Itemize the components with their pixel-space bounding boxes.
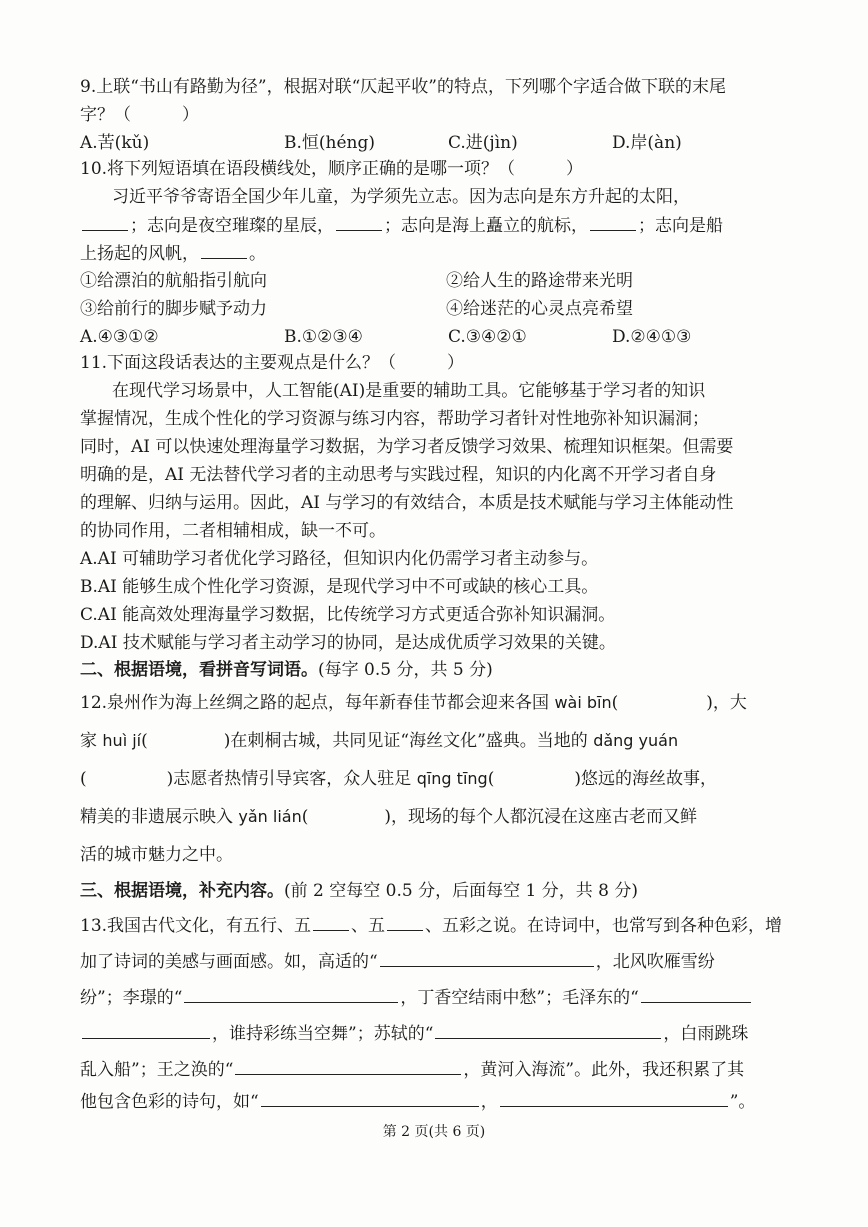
q12-text: ，现场的每个人都沉浸在这座古老而又鲜	[391, 807, 698, 827]
q10-blank-4[interactable]	[201, 242, 247, 259]
q10-text: ；志向是夜空璀璨的星辰，	[130, 216, 334, 236]
q12-answer-box-1[interactable]	[620, 692, 704, 708]
q13-text: ，	[480, 1092, 498, 1112]
q9-option-c[interactable]: C.进(jìn)	[448, 133, 518, 153]
q13-text: ”。	[729, 1092, 756, 1112]
q12-answer-box-3[interactable]	[89, 768, 165, 784]
q11-option-a[interactable]: A.AI 可辅助学习者优化学习路径，但知识内化仍需学习者主动参与。	[80, 549, 599, 569]
q13-text: 13.我国古代文化，有五行、五	[80, 916, 312, 936]
q12-answer-box-5[interactable]	[310, 806, 382, 822]
q12-line5: 活的城市魅力之中。	[80, 845, 233, 865]
q12-pinyin-1: wài bīn	[554, 693, 612, 712]
q10-blank-3[interactable]	[590, 214, 636, 231]
q13-blank-5-cont[interactable]	[82, 1022, 210, 1039]
q9-stem-line2: 字？（ ）	[80, 105, 199, 125]
q12-line3: ( )志愿者热情引导宾客，众人驻足 qīng tīng( )悠远的海丝故事，	[80, 769, 717, 789]
q13-line3	[80, 986, 753, 1009]
q12-text: 12.泉州作为海上丝绸之路的起点，每年新春佳节都会迎来各国	[80, 693, 555, 713]
section-3-heading	[80, 880, 638, 902]
q11-passage-line: 明确的是，AI 无法替代学习者的主动思考与实践过程，知识的内化离不开学习者自身	[80, 465, 717, 485]
q13-blank-7[interactable]	[235, 1058, 461, 1075]
q13-text: 、五	[351, 916, 386, 936]
q12-line1: 12.泉州作为海上丝绸之路的起点，每年新春佳节都会迎来各国 wài bīn( )，大	[80, 693, 747, 713]
q10-phrase-2: ②给人生的路途带来光明	[446, 271, 633, 291]
q11-option-b[interactable]: B.AI 能够生成个性化学习资源，是现代学习中不可或缺的核心工具。	[80, 577, 599, 597]
q13-blank-8[interactable]	[261, 1090, 479, 1107]
q10-text: 上扬起的风帆，	[80, 244, 199, 264]
q13-blank-5[interactable]	[641, 986, 751, 1003]
q10-phrase-3: ③给前行的脚步赋予动力	[80, 299, 267, 319]
q12-text: 精美的非遗展示映入	[80, 807, 239, 827]
q13-text: 、五彩之说。在诗词中，也常写到各种色彩，增	[425, 916, 783, 936]
q9-option-a[interactable]: A.苦(kǔ)	[80, 133, 150, 153]
q13-text: ，白雨跳珠	[663, 1024, 749, 1044]
q13-blank-3[interactable]	[380, 950, 594, 967]
q12-pinyin-4: qīng tīng	[416, 769, 488, 788]
section-3-note: (前 2 空每空 0.5 分，后面每空 1 分，共 8 分)	[284, 881, 638, 901]
q12-text: ，大	[712, 693, 747, 713]
q12-answer-box-4[interactable]	[496, 768, 572, 784]
q13-text: ，北风吹雁雪纷	[595, 952, 715, 972]
section-2-heading	[80, 659, 493, 681]
q9-stem-line1: 9.上联“书山有路勤为径”，根据对联“仄起平收”的特点，下列哪个字适合做下联的末尾	[80, 77, 726, 97]
q13-line1	[80, 914, 782, 937]
q13-line6	[80, 1090, 755, 1113]
q10-option-b[interactable]: B.①②③④	[284, 327, 363, 347]
q12-text: 家	[80, 731, 103, 751]
section-2-note: (每字 0.5 分，共 5 分)	[318, 660, 493, 680]
q13-text: ，丁香空结雨中愁”；毛泽东的“	[400, 988, 639, 1008]
q13-blank-4[interactable]	[184, 986, 398, 1003]
q10-text: 。	[249, 244, 266, 264]
q13-line5	[80, 1058, 744, 1081]
section-3-title: 三、根据语境，补充内容。	[80, 881, 284, 901]
q11-passage-line: 掌握情况，生成个性化的学习资源与练习内容，帮助学习者针对性地弥补知识漏洞；	[80, 409, 709, 429]
q12-text: 在刺桐古城，共同见证“海丝文化”盛典。当地的	[230, 731, 594, 751]
q13-blank-6[interactable]	[435, 1022, 661, 1039]
q10-option-a[interactable]: A.④③①②	[80, 327, 159, 347]
q13-line2	[80, 950, 715, 973]
q10-blank-2[interactable]	[336, 214, 382, 231]
q13-line4	[80, 1022, 748, 1045]
q11-passage-line: 在现代学习场景中，人工智能(AI)是重要的辅助工具。它能够基于学习者的知识	[112, 381, 706, 401]
q10-text: ；志向是海上矗立的航标，	[384, 216, 588, 236]
q10-text: ；志向是船	[638, 216, 723, 236]
q10-option-c[interactable]: C.③④②①	[448, 327, 527, 347]
q9-option-d[interactable]: D.岸(àn)	[612, 133, 682, 153]
q12-pinyin-2: huì jí	[102, 731, 142, 750]
q10-passage-line3	[80, 242, 266, 265]
q11-option-d[interactable]: D.AI 技术赋能与学习者主动学习的协同，是达成优质学习效果的关键。	[80, 633, 616, 653]
q10-blank-1[interactable]	[82, 214, 128, 231]
q12-pinyin-3: dǎng yuán	[593, 731, 679, 750]
q13-text: ，黄河入海流”。此外，我还积累了其	[463, 1060, 745, 1080]
q10-option-d[interactable]: D.②④①③	[612, 327, 692, 347]
q11-option-c[interactable]: C.AI 能高效处理海量学习数据，比传统学习方式更适合弥补知识漏洞。	[80, 605, 616, 625]
q11-passage-line: 的理解、归纳与运用。因此，AI 与学习的有效结合，本质是技术赋能与学习主体能动性	[80, 493, 734, 513]
q13-text: 加了诗词的美感与画面感。如，高适的“	[80, 952, 378, 972]
page-number: 第 2 页(共 6 页)	[382, 1124, 486, 1140]
section-2-title: 二、根据语境，看拼音写词语。	[80, 660, 318, 680]
q11-stem: 11.下面这段话表达的主要观点是什么？（ ）	[80, 353, 465, 373]
q13-text: 他包含色彩的诗句，如“	[80, 1092, 259, 1112]
q13-blank-9[interactable]	[500, 1090, 728, 1107]
q12-text: 悠远的海丝故事，	[580, 769, 717, 789]
q10-passage-line1: 习近平爷爷寄语全国少年儿童，为学须先立志。因为志向是东方升起的太阳，	[112, 187, 690, 207]
q13-blank-1[interactable]	[313, 914, 349, 931]
q13-text: 纷”；李璟的“	[80, 988, 183, 1008]
q12-line4: 精美的非遗展示映入 yǎn lián( )，现场的每个人都沉浸在这座古老而又鲜	[80, 807, 698, 827]
q12-pinyin-5: yǎn lián	[238, 807, 302, 826]
q13-text: 乱入船”；王之涣的“	[80, 1060, 234, 1080]
q10-stem: 10.将下列短语填在语段横线处，顺序正确的是哪一项？（ ）	[80, 159, 584, 179]
q12-line2: 家 huì jí( )在刺桐古城，共同见证“海丝文化”盛典。当地的 dǎng yuán	[80, 731, 679, 751]
q13-text: ，谁持彩练当空舞”；苏轼的“	[212, 1024, 434, 1044]
q13-blank-2[interactable]	[387, 914, 423, 931]
q11-passage-line: 的协同作用，二者相辅相成，缺一不可。	[80, 521, 386, 541]
q10-phrase-1: ①给漂泊的航船指引航向	[80, 271, 267, 291]
q10-phrase-4: ④给迷茫的心灵点亮希望	[446, 299, 633, 319]
q12-text: 志愿者热情引导宾客，众人驻足	[173, 769, 417, 789]
q10-passage-line2	[80, 214, 723, 237]
q9-option-b[interactable]: B.恒(héng)	[284, 133, 376, 153]
q11-passage-line: 同时，AI 可以快速处理海量学习数据，为学习者反馈学习效果、梳理知识框架。但需要	[80, 437, 734, 457]
q12-answer-box-2[interactable]	[150, 730, 222, 746]
